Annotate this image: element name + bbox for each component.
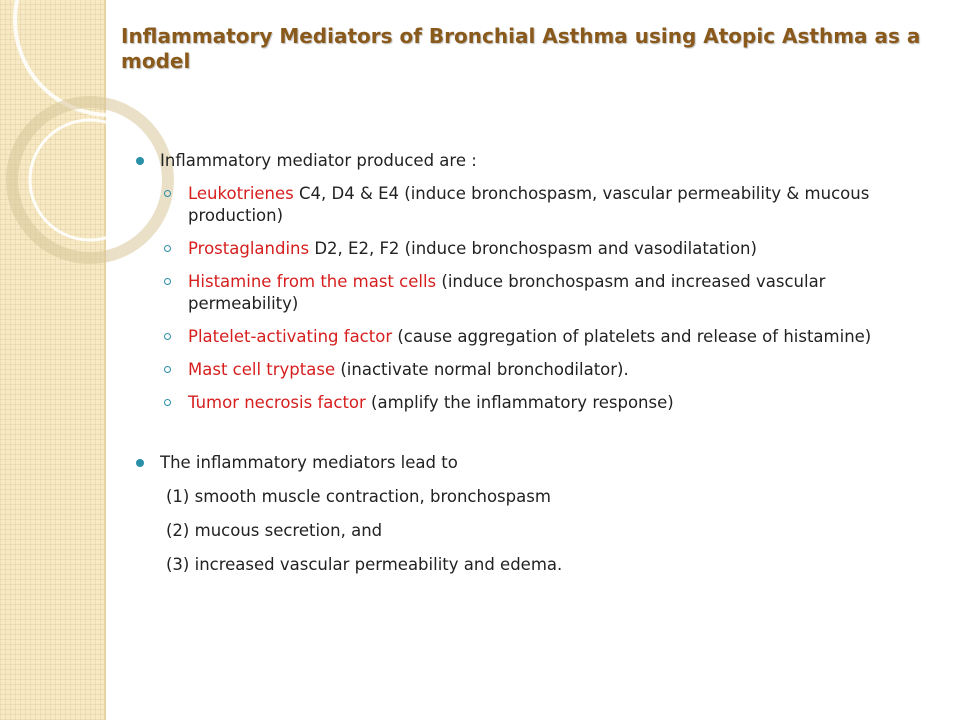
mediator-name: Histamine from the mast cells (188, 272, 437, 291)
slide-content (136, 150, 926, 576)
ring-bullet-icon (164, 333, 171, 340)
ring-bullet-icon (164, 366, 171, 373)
effect-line: (3) increased vascular permeability and edema. (166, 555, 563, 574)
sub-bullet-item (136, 392, 926, 414)
sub-bullet-item (136, 359, 926, 381)
sub-bullet-item (136, 238, 926, 260)
mediator-name: Mast cell tryptase (188, 360, 336, 379)
mediator-name: Prostaglandins (188, 239, 310, 258)
bullet-icon (136, 157, 144, 165)
slide-title: Inflammatory Mediators of Bronchial Asthma using Atopic Asthma as a model (121, 24, 921, 73)
mediator-description: (induce bronchospasm and increased vascular permeability) (188, 272, 826, 313)
mediator-description: (inactivate normal bronchodilator). (335, 360, 629, 379)
ring-bullet-icon (164, 278, 171, 285)
mediator-description: C4, D4 & E4 (induce bronchospasm, vascular permeability & mucous production) (188, 184, 870, 225)
ring-bullet-icon (164, 190, 171, 197)
bullet-item (136, 452, 926, 474)
bullet-item (136, 150, 926, 172)
mediator-name: Tumor necrosis factor (188, 393, 366, 412)
sub-bullet-item (136, 271, 926, 315)
ring-bullet-icon (164, 245, 171, 252)
effect-line: (1) smooth muscle contraction, bronchospasm (166, 487, 551, 506)
effect-line: (2) mucous secretion, and (166, 521, 383, 540)
sub-bullet-item (136, 183, 926, 227)
bullet-text: The inflammatory mediators lead to (160, 453, 458, 472)
ring-bullet-icon (164, 399, 171, 406)
mediator-description: D2, E2, F2 (induce bronchospasm and vasodilatation) (309, 239, 757, 258)
bullet-text: Inflammatory mediator produced are : (160, 151, 477, 170)
mediator-name: Platelet-activating factor (188, 327, 393, 346)
bullet-icon (136, 459, 144, 467)
mediator-description: (cause aggregation of platelets and release of histamine) (392, 327, 872, 346)
mediator-description: (amplify the inflammatory response) (365, 393, 674, 412)
sub-bullet-item (136, 326, 926, 348)
mediator-name: Leukotrienes (188, 184, 294, 203)
